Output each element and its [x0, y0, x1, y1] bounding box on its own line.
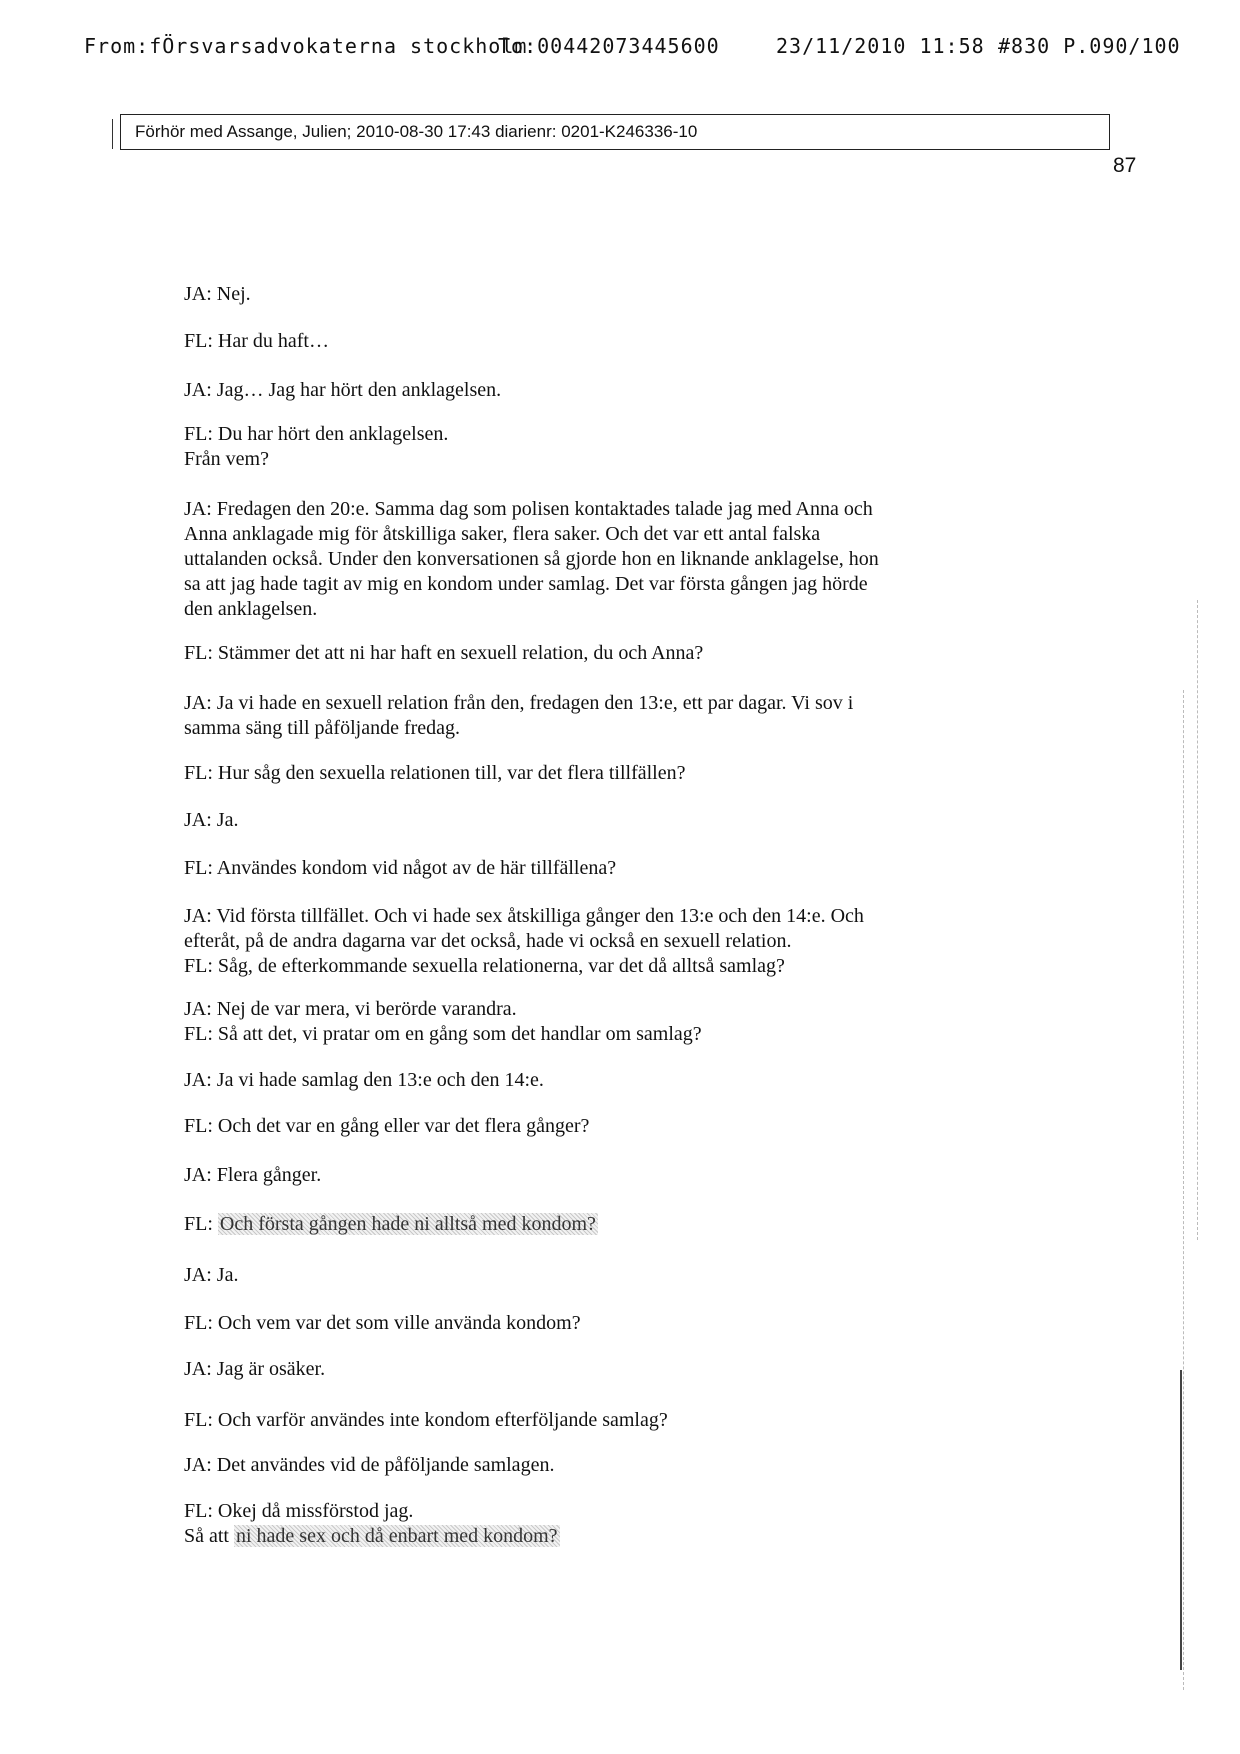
transcript-line: FL: Och vem var det som ville använda kondom?: [184, 1312, 581, 1334]
transcript-entry: [184, 329, 984, 354]
page-number: 87: [1113, 154, 1137, 177]
transcript-line: efteråt, på de andra dagarna var det också, hade vi också en sexuell relation.: [184, 930, 792, 952]
transcript-line: JA: Vid första tillfället. Och vi hade sex åtskilliga gånger den 13:e och den 14:e. Och: [184, 905, 864, 927]
transcript-line: den anklagelsen.: [184, 598, 318, 620]
transcript-line: JA: Det användes vid de påföljande samlagen.: [184, 1454, 555, 1476]
transcript-entry: [184, 1263, 984, 1288]
transcript-line: JA: Ja vi hade samlag den 13:e och den 14:e.: [184, 1069, 544, 1091]
transcript-line: FL: Har du haft…: [184, 330, 329, 352]
speaker-prefix: FL:: [184, 1213, 218, 1235]
fax-to: To:00442073445600: [498, 34, 720, 58]
fax-datetime: 23/11/2010 11:58: [776, 34, 985, 58]
transcript-line: JA: Nej.: [184, 283, 251, 305]
transcript-line: JA: Ja.: [184, 809, 239, 831]
transcript-entry: [184, 1499, 984, 1549]
transcript-line: [184, 1212, 984, 1237]
transcript-line: FL: Och det var en gång eller var det flera gånger?: [184, 1115, 590, 1137]
fax-from: From:fÖrsvarsadvokaterna stockholm: [84, 34, 528, 58]
transcript-line: JA: Jag är osäker.: [184, 1358, 326, 1380]
transcript-line: FL: Stämmer det att ni har haft en sexuell relation, du och Anna?: [184, 642, 704, 664]
transcript-line: FL: Okej då missförstod jag.: [184, 1500, 414, 1522]
transcript-entry: [184, 1453, 984, 1478]
transcript-line: Anna anklagade mig för åtskilliga saker, flera saker. Och det var ett antal falska: [184, 523, 821, 545]
transcript-entry: [184, 997, 984, 1047]
transcript-entry: [184, 761, 984, 786]
transcript-line: [184, 1524, 984, 1549]
transcript-line: FL: Användes kondom vid något av de här tillfällena?: [184, 857, 617, 879]
transcript-entry: [184, 1212, 984, 1237]
transcript-line: FL: Och varför användes inte kondom efterföljande samlag?: [184, 1409, 668, 1431]
transcript-line: FL: Så att det, vi pratar om en gång som det handlar om samlag?: [184, 1023, 702, 1045]
transcript-entry: [184, 1114, 984, 1139]
scan-artifact-line: [1183, 690, 1184, 1690]
record-box-left-rule: [112, 119, 113, 149]
transcript-entry: [184, 1163, 984, 1188]
transcript-entry: [184, 808, 984, 833]
transcript-line: Från vem?: [184, 448, 269, 470]
transcript-entry: [184, 282, 984, 307]
transcript-line: samma säng till påföljande fredag.: [184, 717, 461, 739]
transcript-entry: [184, 856, 984, 881]
transcript-line: FL: Såg, de efterkommande sexuella relationerna, var det då alltså samlag?: [184, 955, 785, 977]
scan-artifact-line: [1197, 600, 1198, 1240]
transcript-line: FL: Hur såg den sexuella relationen till, var det flera tillfällen?: [184, 762, 686, 784]
record-title: Förhör med Assange, Julien; 2010-08-30 17:43 diarienr: 0201-K246336-10: [135, 122, 698, 141]
scan-artifact-line: [1180, 1370, 1182, 1670]
transcript-entry: [184, 422, 984, 472]
transcript-entry: [184, 1408, 984, 1433]
transcript-entry: [184, 641, 984, 666]
transcript-entry: [184, 1311, 984, 1336]
transcript-entry: [184, 1357, 984, 1382]
transcript-entry: [184, 904, 984, 979]
record-header-box: [120, 114, 1110, 150]
fax-header: [84, 34, 1181, 62]
transcript-entry: [184, 497, 984, 622]
transcript-entry: [184, 1068, 984, 1093]
transcript-line: JA: Ja vi hade en sexuell relation från den, fredagen den 13:e, ett par dagar. Vi sov i: [184, 692, 854, 714]
transcript-entry: [184, 691, 984, 741]
highlighted-text: ni hade sex och då enbart med kondom?: [236, 1525, 558, 1547]
line-prefix: Så att: [184, 1525, 234, 1547]
transcript-line: JA: Fredagen den 20:e. Samma dag som polisen kontaktades talade jag med Anna och: [184, 498, 873, 520]
transcript-line: JA: Jag… Jag har hört den anklagelsen.: [184, 379, 502, 401]
fax-page: #830 P.090/100: [998, 34, 1181, 58]
transcript-line: JA: Nej de var mera, vi berörde varandra.: [184, 998, 517, 1020]
transcript-line: JA: Flera gånger.: [184, 1164, 322, 1186]
transcript-line: FL: Du har hört den anklagelsen.: [184, 423, 449, 445]
transcript-line: uttalanden också. Under den konversationen så gjorde hon en liknande anklagelse, hon: [184, 548, 879, 570]
transcript-entry: [184, 378, 984, 403]
highlighted-text: Och första gången hade ni alltså med kondom?: [219, 1213, 596, 1235]
transcript-line: sa att jag hade tagit av mig en kondom under samlag. Det var första gången jag hörde: [184, 573, 868, 595]
transcript-line: JA: Ja.: [184, 1264, 239, 1286]
